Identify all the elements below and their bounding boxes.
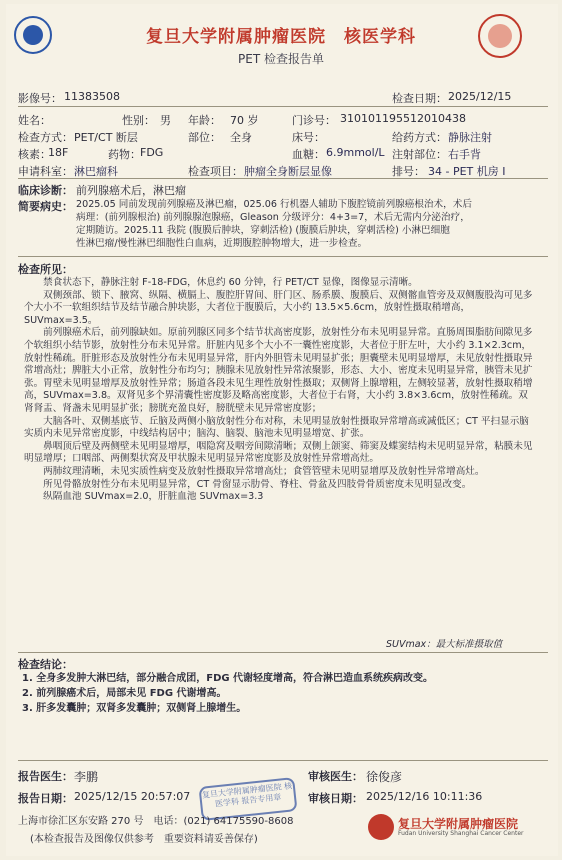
- drug-value: FDG: [140, 146, 164, 159]
- item-value: 肿瘤全身断层显像: [244, 165, 332, 178]
- history-label: 简要病史：: [18, 200, 73, 213]
- queue-label: 排号：: [392, 165, 425, 178]
- divider: [18, 178, 548, 179]
- dept-value: 淋巴瘤科: [74, 165, 118, 178]
- review-doctor: 徐俊彦: [366, 770, 403, 784]
- footer-logo-sub: Fudan University Shanghai Cancer Center: [398, 830, 524, 837]
- glucose-value: 6.9mmol/L: [326, 146, 385, 159]
- route-value: 静脉注射: [448, 131, 492, 144]
- name-label: 姓名：: [18, 114, 51, 127]
- findings-paragraph: 纵隔血池 SUVmax=2.0，肝脏血池 SUVmax=3.3: [24, 491, 264, 503]
- history-line: 病理：(前列腺根治) 前列腺腺泡腺癌，Gleason 分级评分：4+3=7，术后无需内分泌治疗，: [76, 212, 470, 223]
- conclusion-item: 1. 全身多发肿大淋巴结，部分融合成团，FDG 代谢轻度增高，符合淋巴造血系统疾病改变。: [22, 673, 434, 684]
- conclusion-label: 检查结论：: [18, 658, 73, 671]
- age-value: 70 岁: [230, 114, 259, 127]
- image-no-label: 影像号：: [18, 92, 62, 105]
- area-label: 部位：: [188, 131, 221, 144]
- drug-label: 药物：: [108, 148, 141, 161]
- dept-label: 申请科室：: [18, 165, 73, 178]
- check-date: 2025/12/15: [448, 90, 512, 103]
- findings-label: 检查所见：: [18, 263, 73, 276]
- findings-paragraph: 大脑各叶、双侧基底节、丘脑及两侧小脑放射性分布对称，未见明显放射性摄取异常增高或减低区；CT 平扫显示脑实质内未见异常密度影，中线结构居中；脑沟、脑裂、脑池未见明显增宽、扩张。: [24, 415, 529, 440]
- history-line: 2025.05 同前发现前列腺癌及淋巴瘤，025.06 行机器人辅助下腹腔镜前列腺癌根治术，术后: [76, 199, 472, 210]
- nuclide-value: 18F: [48, 146, 69, 159]
- findings-text: [24, 277, 536, 504]
- nuclide-label: 核素：: [18, 148, 51, 161]
- footer-address: 上海市徐汇区东安路 270 号 电话：(021) 64175590-8608: [18, 816, 294, 827]
- hospital-title: 复旦大学附属肿瘤医院 核医学科: [146, 27, 416, 47]
- history-line: 性淋巴瘤/慢性淋巴细胞性白血病，近期腹腔肿物增大，进一步检查。: [76, 238, 368, 249]
- hospital-stamp: 复旦大学附属肿瘤医院 核医学科 报告专用章: [198, 777, 297, 821]
- age-label: 年龄：: [188, 114, 221, 127]
- suvmax-footnote: SUVmax：最大标准摄取值: [386, 639, 503, 650]
- method-value: PET/CT 断层: [74, 131, 138, 144]
- route-label: 给药方式：: [392, 131, 447, 144]
- report-title: PET 检查报告单: [238, 52, 324, 66]
- clinic-label: 门诊号：: [292, 114, 336, 127]
- conclusion-item: 2. 前列腺癌术后，局部未见 FDG 代谢增高。: [22, 688, 227, 699]
- hospital-logo-bottom: [368, 814, 394, 840]
- findings-paragraph: 禁食状态下，静脉注射 F-18-FDG，休息约 60 分钟，行 PET/CT 显像，图像显示清晰。: [24, 277, 418, 288]
- bed-label: 床号：: [292, 131, 325, 144]
- divider: [18, 106, 548, 107]
- diagnosis-text: 前列腺癌术后，淋巴瘤: [76, 184, 186, 197]
- queue-value: 34 - PET 机房 I: [428, 165, 506, 178]
- report-doctor: 李鹏: [74, 770, 99, 784]
- diagnosis-label: 临床诊断：: [18, 184, 73, 197]
- footer-logo-text: 复旦大学附属肿瘤医院: [398, 817, 519, 831]
- conclusion-text: [22, 671, 542, 716]
- report-doctor-label: 报告医生：: [18, 770, 73, 783]
- divider: [18, 256, 548, 257]
- sex-value: 男: [160, 114, 171, 127]
- report-date: 2025/12/15 20:57:07: [74, 790, 191, 803]
- history-text: [76, 198, 544, 250]
- review-doctor-label: 审核医生：: [308, 770, 363, 783]
- report-date-label: 报告日期：: [18, 792, 73, 805]
- item-label: 检查项目：: [188, 165, 243, 178]
- conclusion-item: 3. 肝多发囊肿；双肾多发囊肿；双侧肾上腺增生。: [22, 703, 247, 714]
- method-label: 检查方式：: [18, 131, 73, 144]
- findings-paragraph: 两肺纹理清晰，未见实质性病变及放射性摄取异常增高灶；食管管壁未见明显增厚及放射性异常增高灶。: [24, 465, 485, 477]
- review-date-label: 审核日期：: [308, 792, 363, 805]
- site-value: 右手背: [448, 148, 481, 161]
- site-label: 注射部位：: [392, 148, 447, 161]
- findings-paragraph: 前列腺癌术后，前列腺缺如。原前列腺区同多个结节状高密度影，放射性分布未见明显异常。直肠周围脂肪间隙见多个软组织小结节影，放射性分布未见异常。肝脏内见多个大小不一囊性密度影，大者位于肝左叶，大小约 3.1×2.3cm，放射性稀疏。肝脏形态及放射性分布未见明显异常，肝内外胆管未见明显扩张；胆囊壁未见明显增厚，未见放射性摄取异常增高灶；脾脏大小正常，放射性分布均匀；胰腺未见放射性异常浓聚影，形态、大小、密度未见明显异常，胰管未见扩张。胃壁未见明显增厚及放射性异常；肠道各段未见生理性放射性摄取；双侧肾上腺增粗，左侧较显著，放射性摄取稍增高，SUVmax=3.8。双肾见多个界清囊性密度影及略高密度影，大者位于右肾，大小约 3.8×3.6cm，放射性稀疏。双肾肾盂、肾盏未见明显扩张；膀胱充盈良好，膀胱壁未见异常密度影；: [24, 327, 533, 414]
- divider: [18, 652, 548, 653]
- divider: [18, 760, 548, 761]
- glucose-label: 血糖：: [292, 148, 325, 161]
- clinic-no: 310101195512010438: [340, 112, 466, 125]
- footer-disclaimer: (本检查报告及图像仅供参考 重要资料请妥善保存): [30, 834, 258, 845]
- history-line: 定期随访。2025.11 我院 (腹膜后肿块，穿刺活检) (腹膜后肿块，穿刺活检) 小淋巴细胞: [76, 225, 450, 236]
- area-value: 全身: [230, 131, 252, 144]
- image-no: 11383508: [64, 90, 120, 103]
- check-date-label: 检查日期：: [392, 92, 447, 105]
- findings-paragraph: 双侧颈部、锁下、腋窝、纵隔、横膈上、腹腔肝胃间、肝门区、肠系膜、腹膜后、双侧髂血管旁及双侧腹股沟可见多个大小不一软组织结节及结节融合肿块影，大者位于腹膜后，大小约 13.5×5.6cm，放射性摄取稍增高，SUVmax=3.5。: [24, 289, 533, 326]
- findings-paragraph: 所见骨骼放射性分布未见明显异常，CT 骨窗显示肋骨、脊柱、骨盆及四肢骨骨质密度未见明显改变。: [24, 478, 472, 490]
- sex-label: 性别：: [122, 114, 155, 127]
- findings-paragraph: 鼻咽顶后壁及两侧壁未见明显增厚，咽隐窝及咽旁间隙清晰；双侧上颌窦、筛窦及蝶窦结构未见明显异常，粘膜未见明显增厚；口咽部、两侧梨状窝及甲状腺未见明显异常密度影及放射性异常增高灶。: [24, 440, 533, 465]
- review-date: 2025/12/16 10:11:36: [366, 790, 483, 803]
